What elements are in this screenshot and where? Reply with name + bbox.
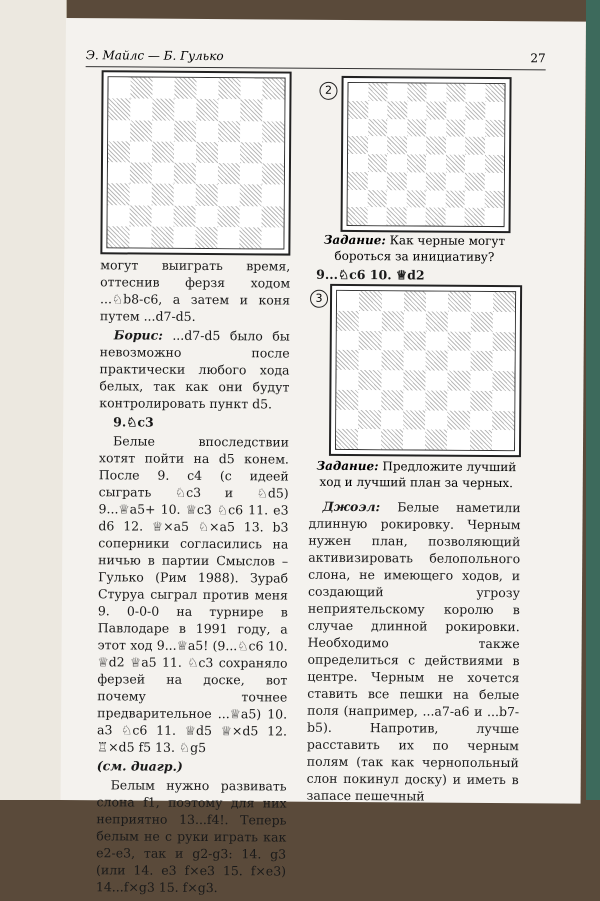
board-square — [262, 185, 284, 206]
board-square — [426, 190, 446, 208]
board-square — [387, 207, 407, 225]
board-square — [492, 430, 514, 450]
board-square — [368, 83, 388, 101]
board-square — [348, 189, 368, 207]
paragraph — [307, 498, 521, 805]
board-square — [240, 78, 262, 99]
board-square — [426, 311, 448, 331]
chessboard-grid — [335, 290, 516, 451]
chess-diagram-3 — [329, 284, 522, 457]
board-square — [404, 291, 426, 311]
board-square — [218, 99, 240, 120]
move-line: 9...♘c6 10. ♕d2 — [316, 266, 425, 283]
board-square — [152, 163, 174, 184]
right-column — [307, 498, 521, 807]
board-square — [240, 142, 262, 163]
board-square — [218, 78, 240, 99]
board-square — [485, 84, 505, 102]
board-square — [152, 184, 174, 205]
board-square — [218, 184, 240, 205]
speaker-label: Борис: — [113, 327, 163, 343]
board-square — [108, 77, 130, 98]
board-square — [358, 410, 380, 430]
board-square — [195, 227, 217, 248]
board-square — [465, 102, 485, 120]
board-square — [152, 99, 174, 120]
board-square — [426, 331, 448, 351]
board-square — [108, 120, 130, 141]
board-square — [426, 172, 446, 190]
book-page — [61, 18, 586, 896]
board-square — [446, 84, 466, 102]
board-square — [196, 99, 218, 120]
board-square — [151, 226, 173, 247]
board-square — [447, 410, 469, 430]
board-square — [108, 162, 130, 183]
board-square — [465, 190, 485, 208]
board-square — [337, 311, 359, 331]
board-square — [348, 154, 368, 172]
board-square — [152, 120, 174, 141]
board-square — [174, 184, 196, 205]
board-square — [407, 137, 427, 155]
board-square — [465, 155, 485, 173]
board-square — [130, 141, 152, 162]
board-square — [448, 351, 470, 371]
board-square — [485, 137, 505, 155]
board-square — [262, 100, 284, 121]
board-square — [337, 291, 359, 311]
board-square — [484, 208, 504, 226]
board-square — [485, 119, 505, 137]
task-label: Задание: — [323, 232, 386, 248]
board-square — [367, 190, 387, 208]
board-square — [337, 350, 359, 370]
board-square — [425, 371, 447, 391]
board-square — [492, 351, 514, 371]
task-caption-2 — [314, 232, 514, 265]
running-header — [86, 48, 546, 70]
board-square — [426, 155, 446, 173]
chessboard-grid — [106, 76, 285, 249]
board-square — [130, 184, 152, 205]
board-square — [240, 184, 262, 205]
board-square — [368, 101, 388, 119]
board-square — [262, 142, 284, 163]
board-square — [240, 99, 262, 120]
board-square — [425, 410, 447, 430]
board-square — [403, 351, 425, 371]
board-square — [107, 226, 129, 247]
board-square — [445, 208, 465, 226]
board-square — [196, 78, 218, 99]
board-square — [174, 163, 196, 184]
board-square — [407, 101, 427, 119]
board-square — [470, 371, 492, 391]
board-square — [492, 331, 514, 351]
header-authors: Э. Майлс — Б. Гулько — [85, 48, 224, 64]
board-square — [448, 292, 470, 312]
board-square — [387, 83, 407, 101]
board-square — [406, 154, 426, 172]
board-square — [469, 430, 491, 450]
paragraph — [99, 326, 290, 412]
board-square — [262, 121, 284, 142]
board-square — [196, 205, 218, 226]
board-square — [387, 154, 407, 172]
board-square — [426, 292, 448, 312]
board-square — [130, 99, 152, 120]
board-square — [359, 311, 381, 331]
board-square — [448, 390, 470, 410]
paragraph: Белым нужно развивать слона f1, поэтому для них неприятно 13...f4!. Теперь белым не с руки играть как e2-e3, так и g2-g3: 14. g3 (или 14. e3 f×e3 15. f×e3) 14...f×g3 15. f×g3. — [95, 777, 287, 896]
board-square — [240, 206, 262, 227]
board-square — [348, 83, 368, 101]
board-square — [425, 430, 447, 450]
board-square — [445, 190, 465, 208]
board-square — [493, 312, 515, 332]
board-square — [403, 430, 425, 450]
board-square — [359, 331, 381, 351]
board-square — [359, 390, 381, 410]
board-square — [240, 121, 262, 142]
board-square — [465, 119, 485, 137]
board-square — [403, 331, 425, 351]
board-square — [446, 101, 466, 119]
board-square — [381, 390, 403, 410]
board-square — [493, 292, 515, 312]
board-square — [426, 84, 446, 102]
board-square — [381, 370, 403, 390]
board-square — [403, 370, 425, 390]
board-square — [218, 142, 240, 163]
board-square — [196, 163, 218, 184]
left-column — [96, 256, 290, 898]
board-square — [387, 190, 407, 208]
board-square — [196, 184, 218, 205]
board-square — [348, 101, 368, 119]
board-square — [152, 78, 174, 99]
board-square — [448, 311, 470, 331]
board-square — [218, 163, 240, 184]
board-square — [348, 207, 368, 225]
board-square — [425, 390, 447, 410]
board-square — [470, 312, 492, 332]
task-label: Задание: — [316, 458, 379, 474]
board-square — [381, 311, 403, 331]
task-text: Как черные могут бороться за инициативу? — [334, 233, 506, 264]
board-square — [406, 208, 426, 226]
board-square — [445, 155, 465, 173]
board-square — [426, 208, 446, 226]
board-square — [368, 136, 388, 154]
board-square — [387, 136, 407, 154]
board-square — [470, 292, 492, 312]
board-square — [174, 205, 196, 226]
board-square — [337, 330, 359, 350]
board-square — [367, 172, 387, 190]
board-square — [403, 390, 425, 410]
board-square — [348, 172, 368, 190]
page-number: 27 — [530, 51, 546, 66]
board-square — [446, 119, 466, 137]
task-text: Предложите лучший ход и лучший план за черных. — [319, 459, 517, 491]
board-square — [404, 311, 426, 331]
board-square — [492, 410, 514, 430]
task-caption-3 — [309, 458, 524, 492]
board-square — [196, 120, 218, 141]
board-square — [262, 206, 284, 227]
board-square — [348, 136, 368, 154]
board-square — [465, 208, 485, 226]
board-square — [108, 184, 130, 205]
chessboard-grid — [347, 82, 506, 227]
board-square — [108, 141, 130, 162]
board-square — [485, 102, 505, 120]
book-cover-edge — [586, 0, 600, 800]
board-square — [368, 119, 388, 137]
board-square — [387, 119, 407, 137]
board-square — [406, 172, 426, 190]
board-square — [359, 291, 381, 311]
board-square — [484, 173, 504, 191]
board-square — [407, 119, 427, 137]
board-square — [336, 390, 358, 410]
paragraph: Белые впоследствии хотят пойти на d5 конем. После 9. c4 (с идеей сыграть ♘c3 и ♘d5) 9...♕a5+ 10. ♕c3 ♘c6 11. e3 d6 12. ♕×a5 ♘×a5 13. b3 соперники согласились на ничью в партии Смыслов – Гулько (Рим 1988). Зураб Стуруа сыграл против меня 9. 0-0-0 на турнире в Павлодаре в 1991 году, а этот ход 9...♕a5! (9...♘c6 10. ♕d2 ♕a5 11. ♘c3 сохраняло ферзей на доске, вот почему точнее предварительное ...♕a5) 10. a3 ♘c6 11. ♕d5 ♕×d5 12. ♖×d5 f5 13. ♘g5 — [96, 433, 290, 755]
board-square — [447, 430, 469, 450]
board-square — [217, 227, 239, 248]
paragraph-text: Белые наметили длинную рокировку. Черным нужен план, позволяющий активизировать белопольного слона, не имеющего ходов, и создающий угрозу неприятельскому королю в случае длинной рокировки. Необходимо также определиться с действиями в центре. Черным не хочется ставить все пешки на белые поля (например, ...a7-a6 и ...b7-b5). Напротив, лучше расставить их по черным полям (так как чернопольный слон покинул доску) и иметь в запасе пешечный — [306, 499, 521, 804]
board-square — [470, 331, 492, 351]
board-square — [465, 137, 485, 155]
board-square — [448, 371, 470, 391]
board-square — [465, 173, 485, 191]
move-heading: 9.♘c3 — [113, 414, 154, 430]
diagram-number-2: 2 — [319, 82, 337, 100]
board-square — [381, 331, 403, 351]
board-square — [492, 371, 514, 391]
board-square — [336, 409, 358, 429]
board-square — [492, 391, 514, 411]
board-square — [336, 370, 358, 390]
board-square — [426, 351, 448, 371]
board-square — [174, 78, 196, 99]
board-square — [484, 190, 504, 208]
board-square — [381, 291, 403, 311]
board-square — [130, 77, 152, 98]
board-square — [387, 172, 407, 190]
board-square — [358, 429, 380, 449]
speaker-label: Джоэл: — [322, 498, 381, 515]
board-square — [465, 84, 485, 102]
board-square — [426, 137, 446, 155]
board-square — [367, 207, 387, 225]
board-square — [152, 141, 174, 162]
board-square — [174, 99, 196, 120]
board-square — [367, 154, 387, 172]
chess-diagram-2 — [341, 76, 512, 233]
board-square — [218, 121, 240, 142]
board-square — [380, 429, 402, 449]
board-square — [174, 142, 196, 163]
board-square — [484, 155, 504, 173]
board-square — [470, 410, 492, 430]
board-square — [381, 410, 403, 430]
paragraph-text: ...d7-d5 было бы невозможно после практически любого хода белых, так как они будут контролировать пункт d5. — [99, 327, 290, 412]
board-square — [129, 226, 151, 247]
board-square — [108, 205, 130, 226]
board-square — [262, 163, 284, 184]
board-square — [174, 120, 196, 141]
board-square — [261, 227, 283, 248]
board-square — [445, 172, 465, 190]
board-square — [108, 99, 130, 120]
diagram-reference: (см. диагр.) — [96, 758, 183, 774]
board-square — [240, 163, 262, 184]
board-square — [130, 205, 152, 226]
board-square — [470, 391, 492, 411]
board-square — [239, 227, 261, 248]
board-square — [407, 83, 427, 101]
board-square — [336, 429, 358, 449]
board-square — [130, 162, 152, 183]
board-square — [196, 142, 218, 163]
board-square — [359, 350, 381, 370]
board-square — [152, 205, 174, 226]
board-square — [348, 118, 368, 136]
board-square — [448, 331, 470, 351]
board-square — [381, 350, 403, 370]
board-square — [426, 101, 446, 119]
board-square — [446, 137, 466, 155]
board-square — [426, 119, 446, 137]
paragraph: могут выиграть время, оттеснив ферзя ходом ...♘b8-c6, а затем и коня путем ...d7-d5. — [99, 257, 291, 324]
board-square — [359, 370, 381, 390]
board-square — [387, 101, 407, 119]
diagram-number-3: 3 — [310, 290, 328, 308]
board-square — [173, 227, 195, 248]
board-square — [130, 120, 152, 141]
board-square — [406, 190, 426, 208]
board-square — [262, 78, 284, 99]
board-square — [218, 206, 240, 227]
board-square — [470, 351, 492, 371]
board-square — [403, 410, 425, 430]
chess-diagram-1 — [100, 70, 291, 255]
facing-page-edge — [0, 0, 67, 800]
